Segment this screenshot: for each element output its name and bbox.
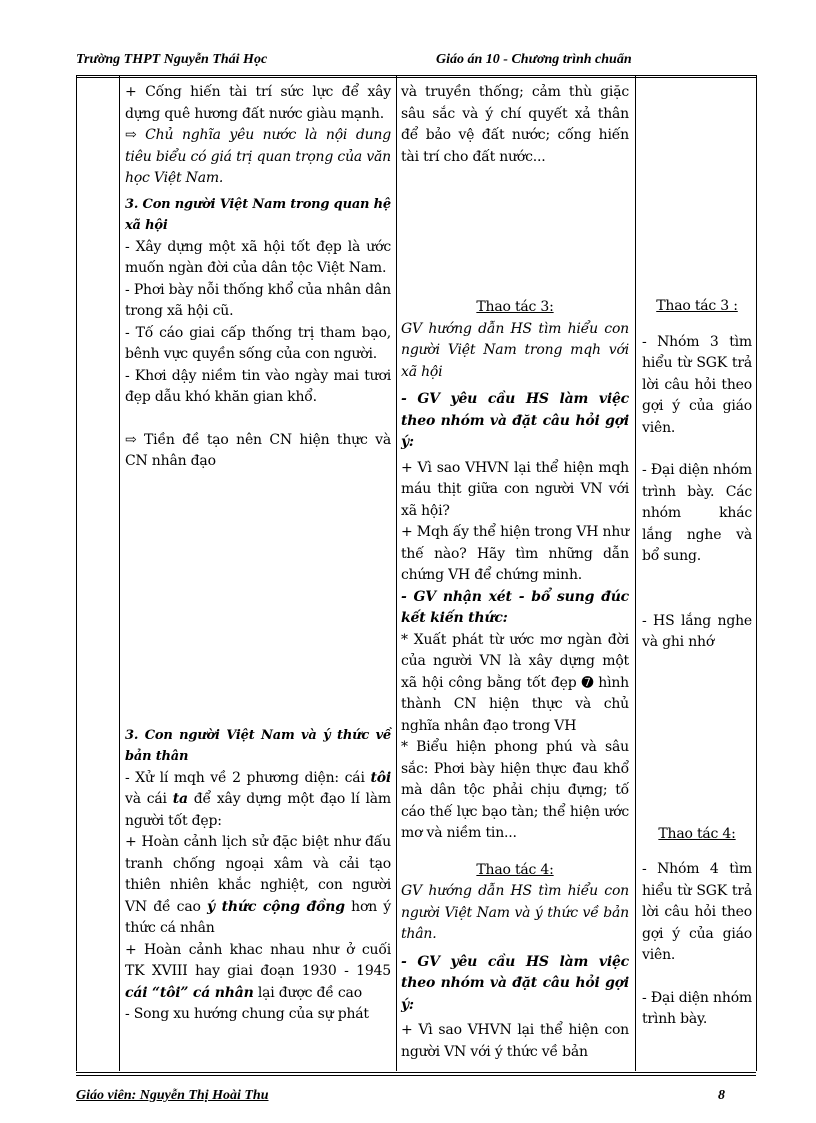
header-rule-double: [76, 77, 756, 78]
header-rule: [76, 75, 756, 76]
content-conclusion: ⇨ Chủ nghĩa yêu nước là nội dung tiêu biểu có giá trị quan trọng của văn học Việt Nam.: [125, 127, 391, 186]
content-para: - Khơi dậy niềm tin vào ngày mai tươi đẹp dẫu khó khăn gian khổ.: [125, 367, 391, 405]
table-divider-2: [396, 75, 397, 1071]
question: + Vì sao VHVN lại thể hiện mqh máu thịt giữa con người VN với xã hội?: [401, 459, 629, 519]
content-para: - Tố cáo giai cấp thống trị tham bạo, bênh vực quyền sống của con người.: [125, 324, 391, 362]
question: + Vì sao VHVN lại thể hiện con người VN với ý thức về bản: [401, 1022, 629, 1060]
teacher-request: - GV yêu cầu HS làm việc theo nhóm và đặt câu hỏi gợi ý:: [401, 391, 629, 450]
page-number: 8: [718, 1088, 725, 1103]
content-para: + Cống hiến tài trí sức lực để xây dựng quê hương đất nước giàu mạnh.: [125, 84, 391, 122]
teacher-para: và truyền thống; cảm thù giặc sâu sắc và ý chí quyết xả thân để bảo vệ đất nước; cống hiến tài trí cho đất nước...: [401, 84, 629, 165]
student-para: - Nhóm 4 tìm hiểu từ SGK trả lời câu hỏi theo gợi ý của giáo viên.: [642, 861, 752, 963]
activity-title: Thao tác 3 :: [656, 298, 738, 314]
section-heading: 3. Con người Việt Nam trong quan hệ xã hội: [125, 196, 391, 233]
content-conclusion: ⇨ Tiền đề tạo nên CN hiện thực và CN nhân đạo: [125, 431, 391, 469]
section-heading: 3. Con người Việt Nam và ý thức về bản thân: [125, 727, 391, 764]
answer: * Xuất phát từ ước mơ ngàn đời của người VN là xây dựng một xã hội công bằng tốt đẹp ➐ hình thành CN hiện thực và chủ nghĩa nhân đạo trong VH: [401, 631, 629, 734]
activity-title: Thao tác 4:: [476, 861, 554, 878]
table-border-left: [76, 75, 77, 1071]
teacher-column: [401, 82, 629, 1063]
activity-desc: GV hướng dẫn HS tìm hiểu con người Việt Nam trong mqh với xã hội: [401, 320, 629, 380]
activity-title: Thao tác 3:: [476, 299, 554, 315]
student-para: - HS lắng nghe và ghi nhớ: [642, 612, 752, 650]
student-para: - Nhóm 3 tìm hiểu từ SGK trả lời câu hỏi theo gợi ý của giáo viên.: [642, 333, 752, 436]
header-course: Giáo án 10 - Chương trình chuẩn: [436, 52, 632, 67]
footer-rule-double: [76, 1075, 756, 1076]
table-border-right: [756, 75, 757, 1071]
answer: * Biểu hiện phong phú và sâu sắc: Phơi bày hiện thực đau khổ mà dân tộc phải chịu đựng; tố cáo thế lực bạo tàn; thể hiện ước mơ và niềm tin...: [401, 739, 629, 841]
content-column: [125, 82, 391, 1026]
question: + Mqh ấy thể hiện trong VH như thế nào? Hãy tìm những dẫn chứng VH để chứng minh.: [401, 524, 629, 583]
student-para: - Đại diện nhóm trình bày. Các nhóm khác lắng nghe và bổ sung.: [642, 462, 752, 564]
activity-title: Thao tác 4:: [658, 825, 736, 842]
student-column: [642, 82, 752, 1031]
table-divider-1: [119, 75, 120, 1071]
student-para: - Đại diện nhóm trình bày.: [642, 989, 752, 1027]
content-para: + Hoàn cảnh lịch sử đặc biệt như đấu tranh chống ngoại xâm và cải tạo thiên nhiên khắc nghiệt, con người VN đề cao ý thức cộng đồng hơn ý thức cá nhân: [125, 834, 391, 936]
teacher-request: - GV yêu cầu HS làm việc theo nhóm và đặt câu hỏi gợi ý:: [401, 953, 629, 1013]
content-para: + Hoàn cảnh khac nhau như ở cuối TK XVIII hay giai đoạn 1930 - 1945 cái “tôi” cá nhân lại được đề cao: [125, 941, 391, 1001]
content-para: - Xử lí mqh về 2 phương diện: cái tôi và cái ta để xây dựng một đạo lí làm người tốt đẹp:: [125, 769, 392, 829]
activity-desc: GV hướng dẫn HS tìm hiểu con người Việt Nam và ý thức về bản thân.: [401, 883, 629, 942]
table-divider-3: [635, 75, 636, 1071]
teacher-review: - GV nhận xét - bổ sung đúc kết kiến thức:: [401, 588, 629, 626]
header-school: Trường THPT Nguyễn Thái Học: [76, 52, 268, 67]
content-para: - Xây dựng một xã hội tốt đẹp là ước muốn ngàn đời của dân tộc Việt Nam.: [125, 238, 391, 276]
footer-rule: [76, 1072, 756, 1073]
content-para: - Song xu hướng chung của sự phát: [125, 1006, 369, 1022]
footer-teacher: Giáo viên: Nguyễn Thị Hoài Thu: [76, 1088, 269, 1103]
content-para: - Phơi bày nỗi thống khổ của nhân dân trong xã hội cũ.: [125, 281, 391, 319]
